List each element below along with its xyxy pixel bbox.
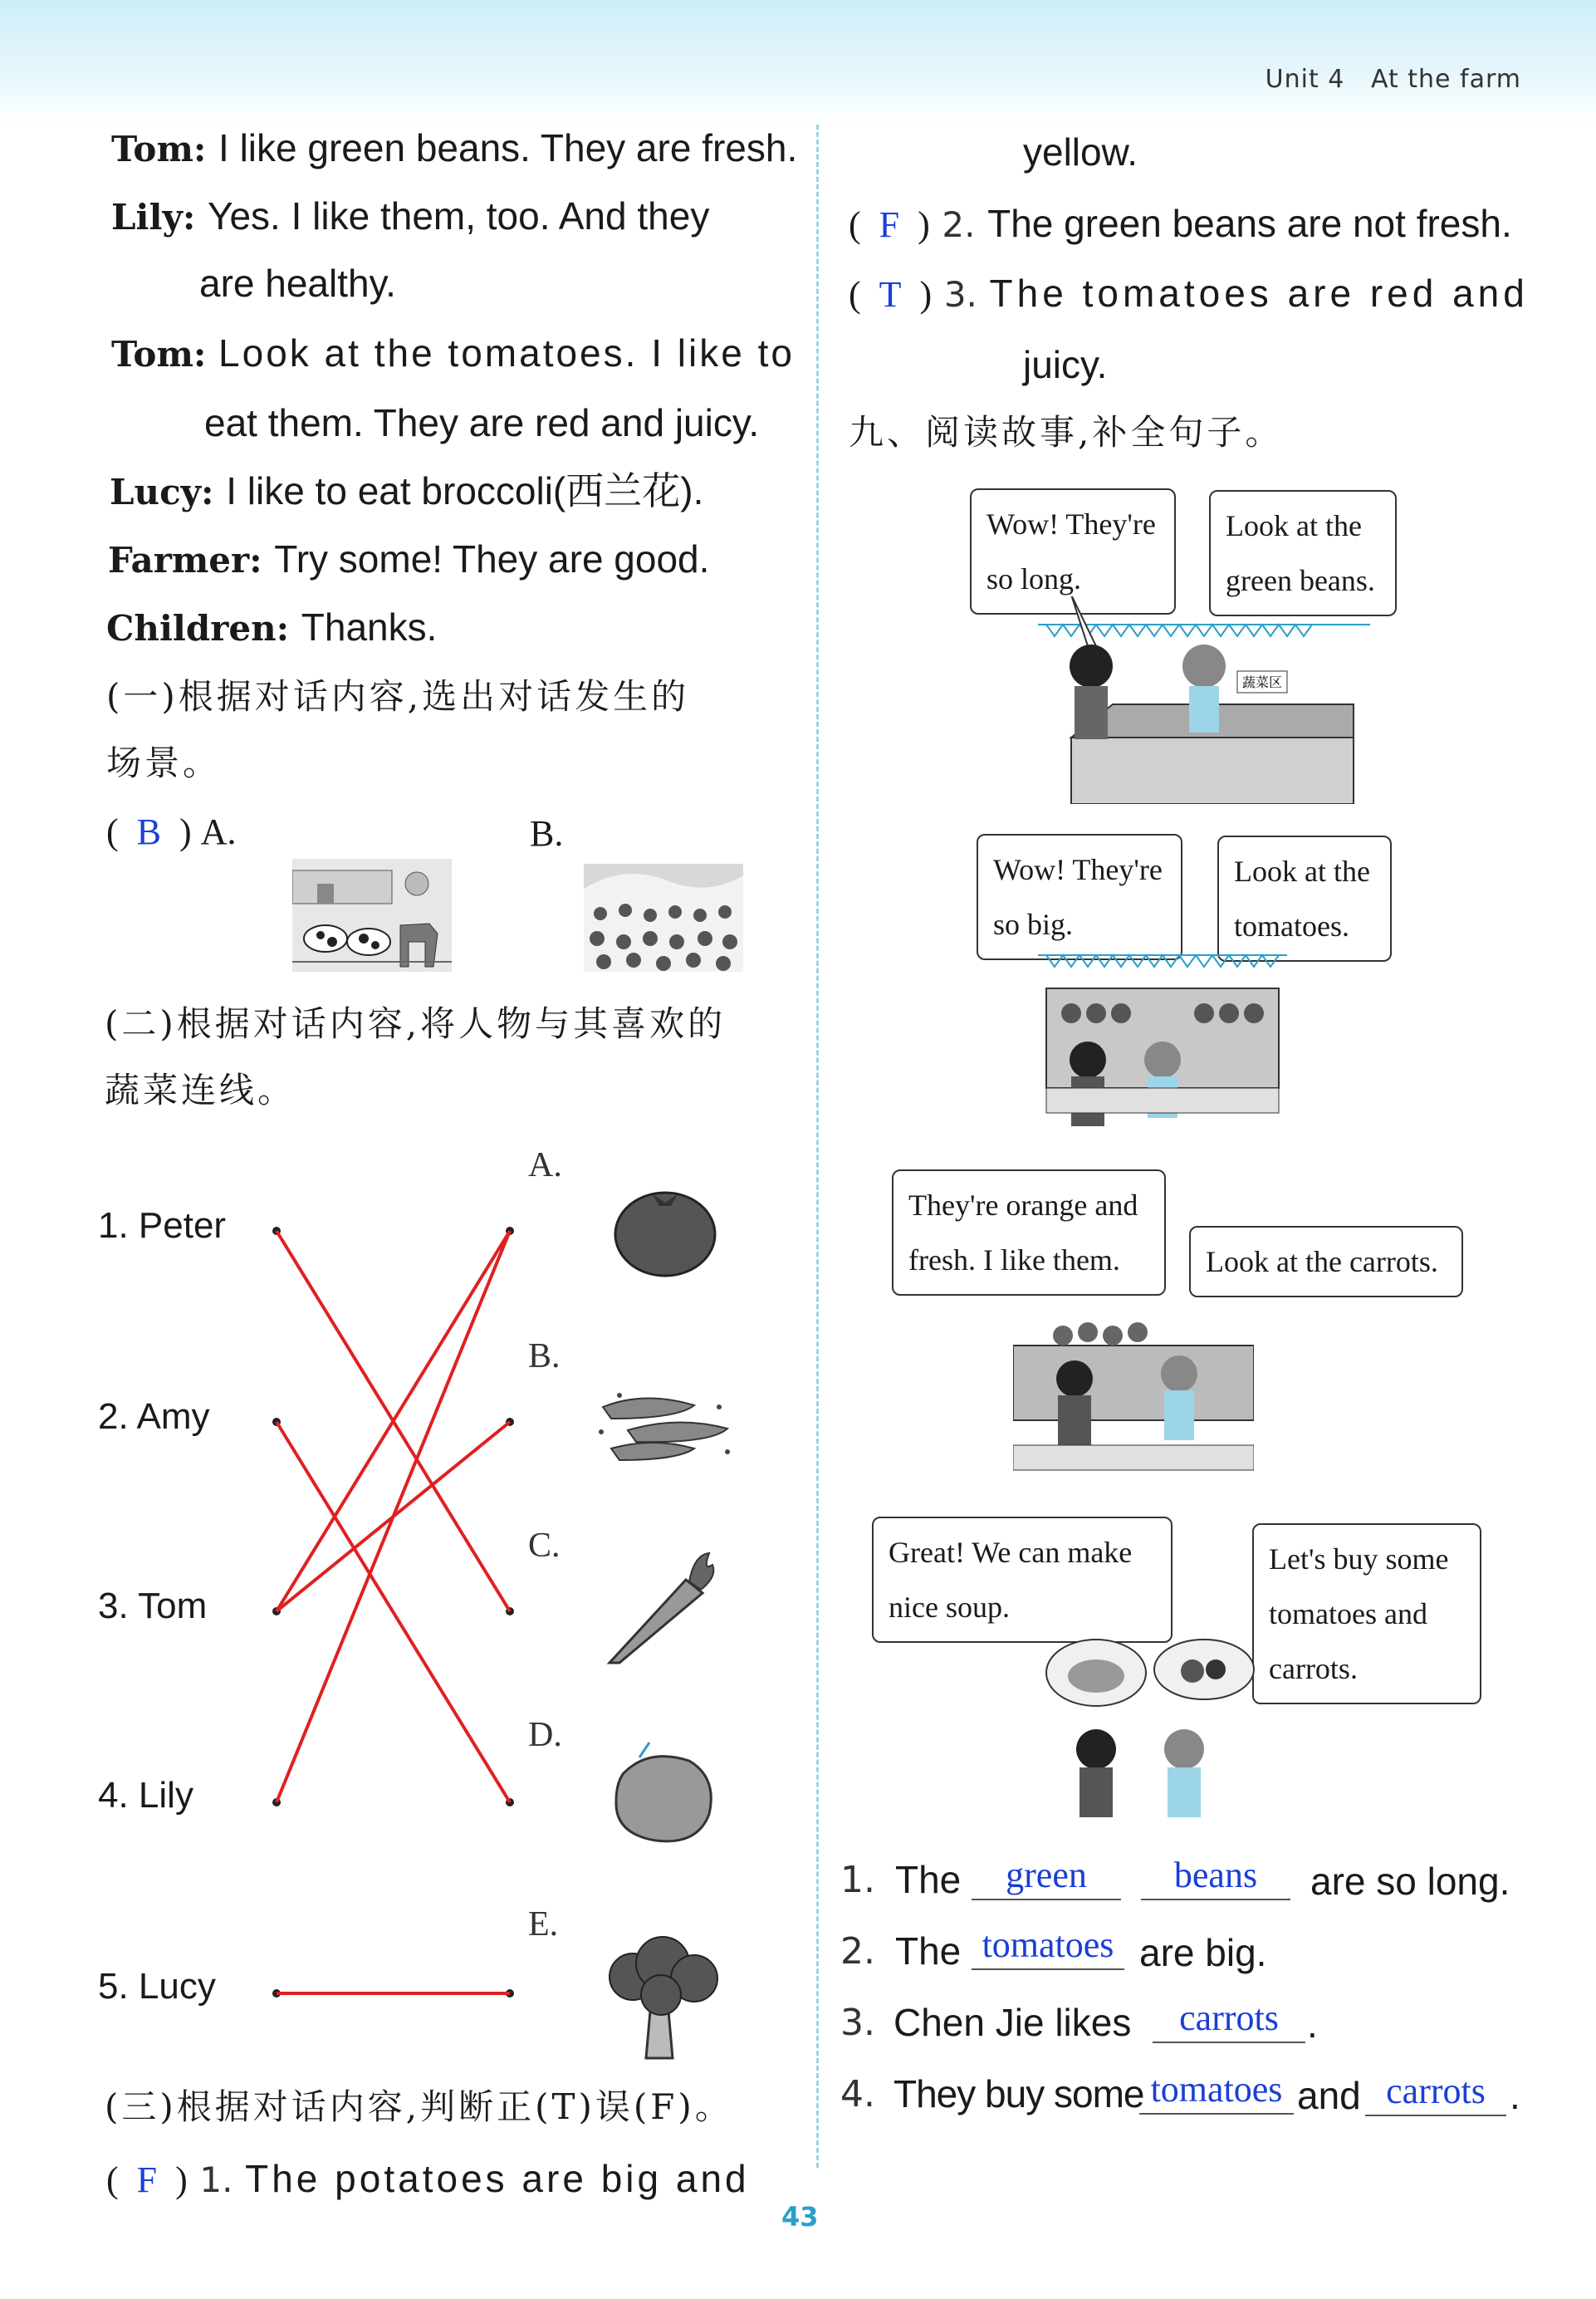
bubble-line: They're orange and: [908, 1189, 1138, 1222]
tf-answer-2: F: [879, 204, 900, 245]
sentence-text: and: [1297, 2074, 1361, 2117]
panel3-bubble-right: [1189, 1226, 1463, 1297]
dialogue-text: Look at the tomatoes. I like to: [218, 331, 795, 375]
panel2-bubble-right: [1217, 836, 1392, 962]
person-tom: 3. Tom: [98, 1586, 208, 1626]
speaker: Lily:: [111, 197, 196, 238]
bubble-line: Look at the: [1226, 509, 1362, 542]
bubble-line: Wow! They're: [986, 507, 1156, 541]
match-line-2-4: [277, 1422, 510, 1802]
bubble-line: tomatoes.: [1234, 909, 1349, 943]
veg-label-b: B.: [528, 1337, 561, 1375]
bubble-line: Wow! They're: [993, 853, 1163, 886]
panel4-bubble-left: [872, 1517, 1173, 1643]
matching-lines: [0, 0, 814, 2159]
unit-title: [1266, 65, 1521, 94]
bubble-line: carrots.: [1269, 1652, 1358, 1685]
speaker: Farmer:: [108, 540, 262, 581]
blank-answer: carrots: [1386, 2071, 1486, 2111]
sentence-text: The: [895, 1929, 962, 1973]
blank-1a[interactable]: [972, 1854, 1121, 1900]
panel3-scene: [1013, 1312, 1254, 1478]
bubble-line: Look at the: [1234, 855, 1370, 888]
sentence-num: 2.: [840, 1930, 875, 1973]
person-lucy: 5. Lucy: [98, 1966, 216, 2007]
sentence-text: They buy some: [893, 2072, 1144, 2115]
column-divider: [816, 125, 819, 2168]
blank-1b[interactable]: [1141, 1854, 1290, 1900]
sentence-num: 3.: [840, 2002, 875, 2044]
panel4-bubble-right: [1252, 1523, 1481, 1704]
dialogue-text: I like to eat broccoli(西兰花).: [226, 469, 704, 512]
tf-text-3: The tomatoes are red and: [989, 272, 1529, 315]
bubble-line: so big.: [993, 908, 1074, 941]
person-lily: 4. Lily: [98, 1775, 193, 1816]
tf-text-3-cont: juicy.: [1023, 343, 1108, 386]
bubble-line: so long.: [986, 562, 1082, 596]
tf-text-2: The green beans are not fresh.: [987, 202, 1512, 245]
blank-answer: beans: [1173, 1855, 1258, 1895]
tf-num-2: 2.: [942, 204, 976, 245]
bubble-line: green beans.: [1226, 564, 1375, 597]
bubble-line: fresh. I like them.: [908, 1243, 1120, 1277]
tf-num-1: 1.: [199, 2159, 233, 2200]
part2-instruction: (二)根据对话内容,将人物与其喜欢的: [105, 1003, 727, 1044]
speaker: Children:: [106, 608, 290, 649]
veg-label-d: D.: [528, 1716, 562, 1754]
blank-3a[interactable]: [1153, 1997, 1305, 2043]
tf-answer-1: F: [136, 2159, 158, 2200]
blank-answer: tomatoes: [982, 1924, 1114, 1965]
speaker: Lucy:: [110, 472, 214, 512]
blank-4a[interactable]: [1139, 2068, 1294, 2115]
dialogue-text: are healthy.: [199, 262, 396, 305]
tf-item-1: ( F ) 1. The potatoes are big and: [106, 2157, 750, 2200]
speaker: Tom:: [111, 334, 207, 375]
unit-name: At the farm: [1370, 65, 1521, 94]
dialogue-text: eat them. They are red and juicy.: [204, 401, 760, 444]
part2-instruction-cont: 蔬菜连线。: [105, 1070, 296, 1110]
part1-instruction: (一)根据对话内容,选出对话发生的: [106, 676, 690, 717]
part1-answer: B: [136, 811, 162, 852]
tf-item-2: ( F ) 2. The green beans are not fresh.: [849, 202, 1512, 245]
panel1-scene: [1038, 596, 1370, 804]
vegetable-area-sign: 蔬菜区: [1241, 674, 1283, 690]
bubble-line: Look at the carrots.: [1206, 1245, 1438, 1278]
part3-instruction: (三)根据对话内容,判断正(T)误(F)。: [105, 2086, 733, 2127]
panel3-bubble-left: [892, 1169, 1166, 1296]
tf-text-1-cont: yellow.: [1023, 130, 1138, 174]
sentence-text: are big.: [1139, 1931, 1267, 1974]
bubble-line: tomatoes and: [1269, 1597, 1427, 1630]
veg-label-a: A.: [528, 1146, 562, 1184]
tf-item-3: ( T ) 3. The tomatoes are red and: [849, 272, 1529, 315]
page-number: 43: [781, 2201, 819, 2233]
part9-instruction: 九、阅读故事,补全句子。: [849, 412, 1284, 453]
veg-label-c: C.: [528, 1527, 561, 1565]
tf-num-3: 3.: [943, 274, 977, 315]
veg-label-e: E.: [528, 1905, 559, 1944]
speaker: Tom:: [111, 129, 207, 169]
sentence-num: 4.: [840, 2073, 875, 2115]
panel4-scene: [1038, 1636, 1270, 1827]
bubble-line: Great! We can make: [889, 1536, 1133, 1569]
sentence-text: .: [1307, 2002, 1318, 2046]
option-b-label: B.: [530, 813, 564, 854]
blank-answer: green: [1006, 1855, 1087, 1895]
blank-answer: tomatoes: [1150, 2069, 1283, 2110]
person-peter: 1. Peter: [98, 1205, 227, 1246]
dialogue-text: Try some! They are good.: [274, 537, 710, 581]
person-amy: 2. Amy: [98, 1396, 210, 1437]
dialogue-text: Yes. I like them, too. And they: [207, 194, 710, 238]
sentence-text: Chen Jie likes: [893, 2001, 1132, 2044]
sentence-num: 1.: [840, 1859, 875, 1901]
tf-text-1: The potatoes are big and: [245, 2157, 750, 2200]
part1-answer-row: ( B ) A.: [106, 811, 237, 852]
sentence-text: are so long.: [1310, 1860, 1510, 1903]
sentence-text: The: [895, 1858, 962, 1901]
blank-2a[interactable]: [972, 1924, 1124, 1970]
dialogue-text: Thanks.: [301, 605, 438, 649]
sentence-text: .: [1510, 2074, 1520, 2117]
match-line-4-1: [277, 1231, 510, 1802]
blank-4b[interactable]: [1365, 2070, 1506, 2116]
part1-instruction-cont: 场景。: [106, 743, 222, 783]
bubble-line: Let's buy some: [1269, 1542, 1449, 1576]
panel2-bubble-left: [977, 834, 1182, 960]
unit-label: Unit 4: [1265, 65, 1345, 94]
bubble-line: nice soup.: [889, 1591, 1010, 1624]
panel2-scene: [1038, 947, 1287, 1146]
dialogue-text: I like green beans. They are fresh.: [218, 126, 798, 169]
option-a-label: A.: [200, 811, 237, 852]
blank-answer: carrots: [1179, 1998, 1279, 2038]
tf-answer-3: T: [879, 274, 902, 315]
